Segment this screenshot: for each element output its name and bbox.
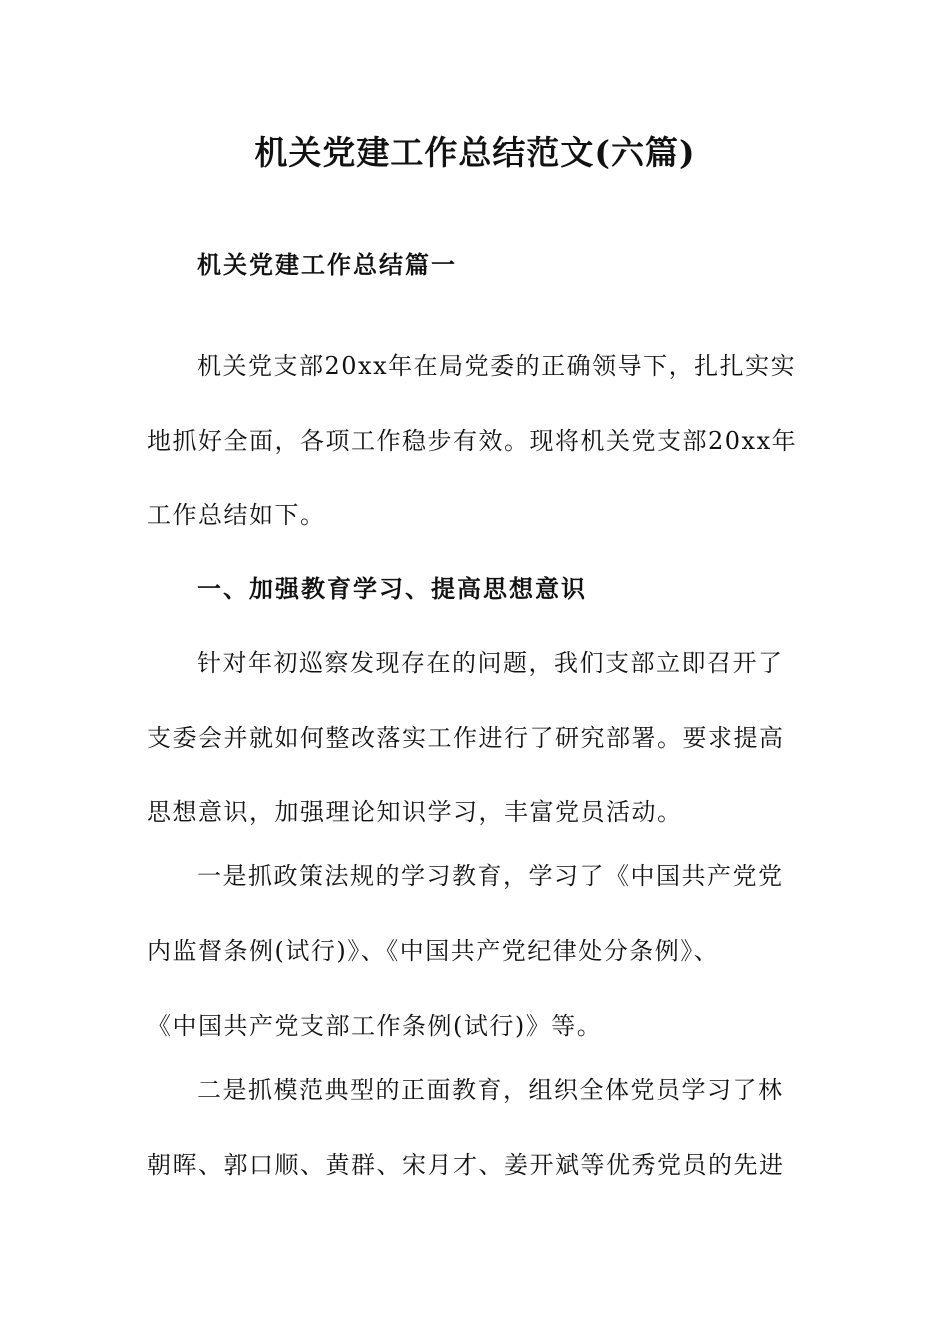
subsection-heading: 一、加强教育学习、提高思想意识 [197,574,587,603]
paragraph-line: 一是抓政策法规的学习教育，学习了《中国共产党党 [197,862,784,890]
paragraph-line: 朝晖、郭口顺、黄群、宋月才、姜开斌等优秀党员的先进 [147,1151,785,1179]
paragraph-line: 二是抓模范典型的正面教育，组织全体党员学习了林 [197,1076,784,1104]
paragraph-line: 地抓好全面，各项工作稳步有效。现将机关党支部20xx年 [147,427,798,455]
paragraph-line: 支委会并就如何整改落实工作进行了研究部署。要求提高 [147,724,785,752]
paragraph-line: 《中国共产党支部工作条例(试行)》等。 [147,1012,603,1040]
paragraph-line: 针对年初巡察发现存在的问题，我们支部立即召开了 [197,649,784,677]
paragraph-line: 内监督条例(试行)》、《中国共产党纪律处分条例》、 [147,937,720,965]
paragraph-line: 思想意识，加强理论知识学习，丰富党员活动。 [147,798,683,826]
section-heading: 机关党建工作总结篇一 [197,250,457,279]
document-title: 机关党建工作总结范文(六篇) [254,133,696,172]
paragraph-line: 机关党支部20xx年在局党委的正确领导下，扎扎实实 [197,352,797,380]
paragraph-line: 工作总结如下。 [147,501,326,529]
